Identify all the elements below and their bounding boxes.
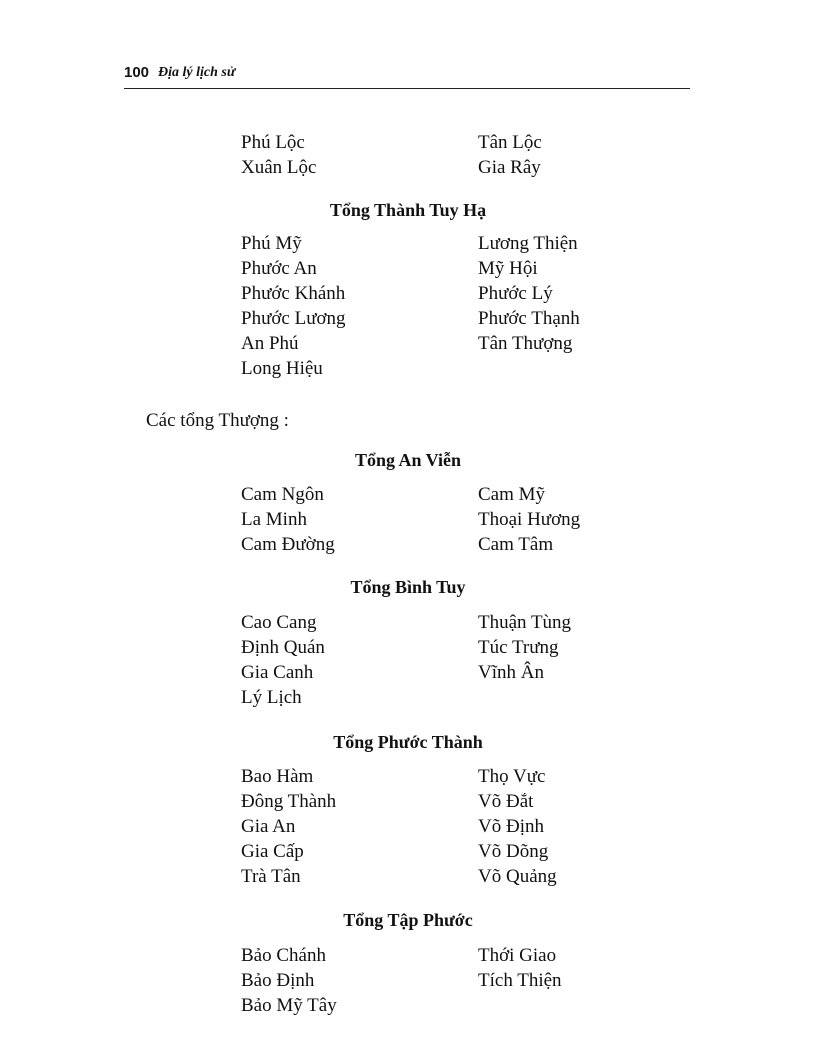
- intro-text: Các tổng Thượng :: [146, 410, 289, 431]
- village-name: Trà Tân: [241, 866, 301, 887]
- village-name: Võ Định: [478, 816, 544, 837]
- village-name: An Phú: [241, 333, 299, 354]
- village-list-phuoc-thanh: [241, 764, 661, 889]
- village-name: Phú Lộc: [241, 132, 305, 153]
- village-name: Cam Tâm: [478, 534, 554, 555]
- village-name: Phước Lương: [241, 308, 346, 329]
- village-name: Thuận Tùng: [478, 612, 572, 633]
- running-header: [124, 62, 690, 89]
- village-name: Phú Mỹ: [241, 233, 302, 254]
- village-name: La Minh: [241, 509, 307, 530]
- village-name: Tân Thượng: [478, 333, 573, 354]
- page-number: 100: [124, 64, 150, 81]
- section-title-an-vien: Tổng An Viễn: [354, 450, 462, 470]
- village-name: Bao Hàm: [241, 766, 314, 787]
- section-title-tap-phuoc: Tổng Tập Phước: [343, 910, 473, 930]
- village-name: Cam Ngôn: [241, 484, 324, 505]
- village-name: Gia An: [241, 816, 296, 837]
- village-list-thanh-tuy-ha: [241, 231, 661, 381]
- village-name: [478, 685, 661, 710]
- village-name: Võ Dõng: [478, 841, 549, 862]
- village-name: Túc Trưng: [478, 637, 559, 658]
- village-name: Mỹ Hội: [478, 258, 538, 279]
- village-name: Tân Lộc: [478, 132, 542, 153]
- village-name: Cam Đường: [241, 534, 335, 555]
- running-title: Địa lý lịch sử: [158, 65, 236, 80]
- village-name: Lý Lịch: [241, 687, 302, 708]
- section-title-phuoc-thanh: Tổng Phước Thành: [333, 732, 483, 752]
- village-list-binh-tuy: [241, 610, 661, 710]
- village-name: Đông Thành: [241, 791, 337, 812]
- village-name: Lương Thiện: [478, 233, 578, 254]
- village-name: Gia Cấp: [241, 841, 304, 862]
- village-name: Cao Cang: [241, 612, 317, 633]
- section-title-thanh-tuy-ha: Tổng Thành Tuy Hạ: [329, 200, 487, 220]
- village-name: Bảo Chánh: [241, 945, 326, 966]
- village-name: Thới Giao: [478, 945, 557, 966]
- village-name: Bảo Mỹ Tây: [241, 995, 337, 1016]
- village-name: Tích Thiện: [478, 970, 562, 991]
- village-name: Vĩnh Ân: [478, 662, 544, 683]
- village-name: Cam Mỹ: [478, 484, 546, 505]
- village-name: Võ Quảng: [478, 866, 557, 887]
- village-name: Phước Khánh: [241, 283, 346, 304]
- village-name: Định Quán: [241, 637, 325, 658]
- village-name: Phước An: [241, 258, 317, 279]
- village-name: Phước Lý: [478, 283, 553, 304]
- village-list-an-vien: [241, 482, 661, 557]
- village-name: Gia Canh: [241, 662, 314, 683]
- village-name: Thọ Vực: [478, 766, 546, 787]
- village-name: Phước Thạnh: [478, 308, 580, 329]
- village-list-top: [241, 130, 661, 180]
- village-name: [478, 356, 661, 381]
- village-name: Võ Đắt: [478, 791, 534, 812]
- section-title-binh-tuy: Tổng Bình Tuy: [350, 577, 466, 597]
- village-list-tap-phuoc: [241, 943, 661, 1018]
- village-name: Bảo Định: [241, 970, 315, 991]
- village-name: Xuân Lộc: [241, 157, 317, 178]
- village-name: [478, 993, 661, 1018]
- village-name: Gia Rây: [478, 157, 541, 178]
- village-name: Long Hiệu: [241, 358, 323, 379]
- village-name: Thoại Hương: [478, 509, 581, 530]
